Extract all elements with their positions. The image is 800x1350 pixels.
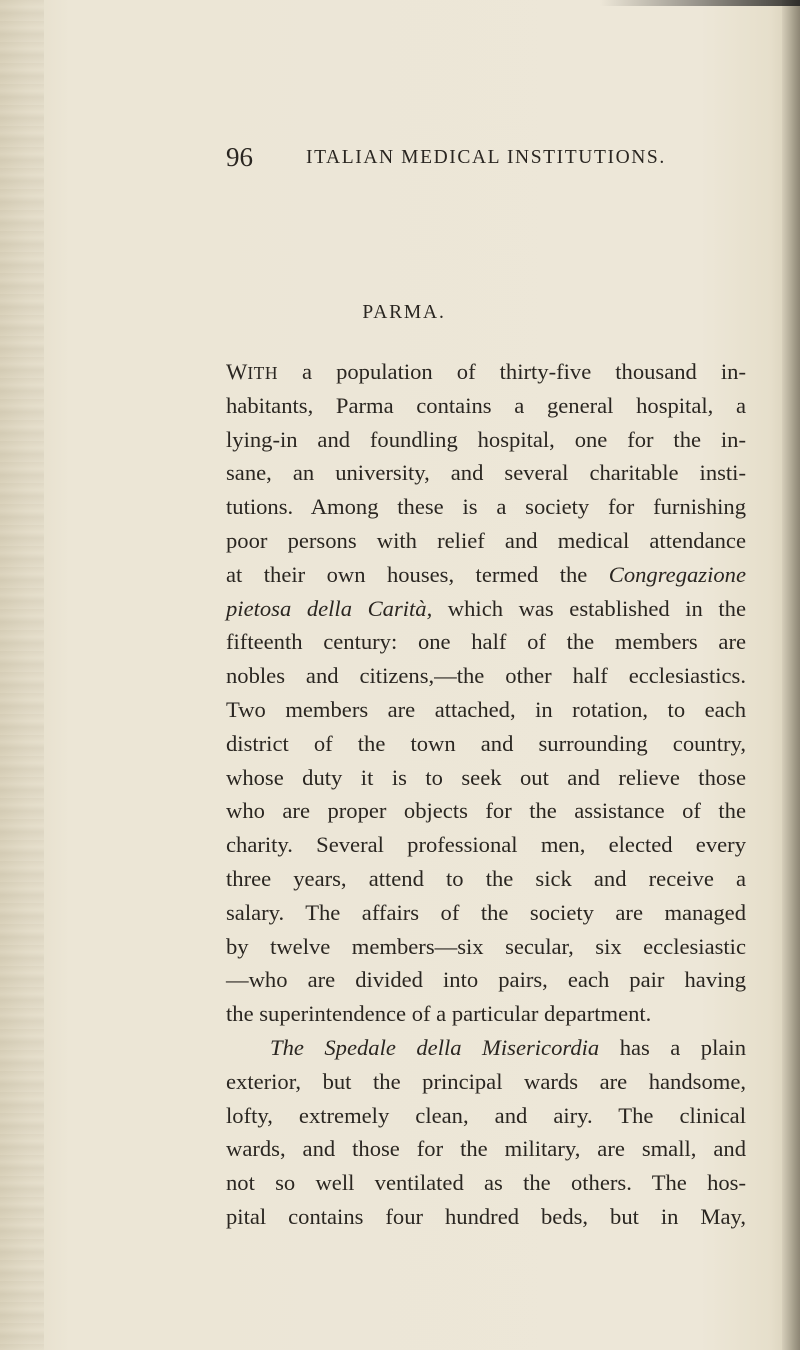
text-line: poor persons with relief and medical attendance	[226, 527, 746, 553]
page-edge-shadow	[782, 0, 800, 1350]
text-line: tutions. Among these is a society for furnishing	[226, 494, 746, 520]
page-number: 96	[226, 142, 253, 172]
text-line: who are proper objects for the assistance of the	[226, 798, 746, 824]
italic-term: pietosa della Carità,	[226, 595, 433, 621]
running-head: ITALIAN MEDICAL INSTITUTIONS.	[306, 147, 666, 168]
text-line: by twelve members—six secular, six ecclesiastic	[226, 933, 746, 959]
text-line	[226, 1031, 746, 1065]
body-text	[226, 355, 746, 1234]
text-line: —who are divided into pairs, each pair having	[226, 967, 746, 993]
text-line: whose duty it is to seek out and relieve those	[226, 764, 746, 790]
text-line: charity. Several professional men, elected every	[226, 832, 746, 858]
text-line: fifteenth century: one half of the members are	[226, 629, 746, 655]
text-line	[226, 355, 746, 389]
top-edge-shadow	[600, 0, 800, 6]
text-line: lying-in and foundling hospital, one for the in-	[226, 426, 746, 452]
text-line: exterior, but the principal wards are handsome,	[226, 1068, 746, 1094]
drop-word-initial: W	[226, 359, 248, 384]
text-line: sane, an university, and several charitable insti-	[226, 460, 746, 486]
text-line: Two members are attached, in rotation, to each	[226, 696, 746, 722]
text-line: pital contains four hundred beds, but in May,	[226, 1203, 746, 1229]
drop-word-smallcaps: ITH	[247, 363, 278, 383]
text-line: not so well ventilated as the others. The hos-	[226, 1170, 746, 1196]
text-line: three years, attend to the sick and receive a	[226, 865, 746, 891]
text-line	[226, 592, 746, 626]
page-gutter	[0, 0, 44, 1350]
text-line: habitants, Parma contains a general hospital, a	[226, 392, 746, 418]
line-text: at their own houses, termed the	[226, 561, 609, 587]
line-text: a population of thirty-five thousand in-	[277, 359, 746, 384]
text-line: the superintendence of a particular department.	[226, 1001, 652, 1027]
text-line: wards, and those for the military, are small, and	[226, 1136, 746, 1162]
text-line: nobles and citizens,—the other half ecclesiastics.	[226, 663, 746, 689]
text-line: district of the town and surrounding country,	[226, 730, 746, 756]
italic-term: The Spedale della Misericordia	[270, 1034, 600, 1060]
text-line: salary. The affairs of the society are managed	[226, 899, 746, 925]
line-text: which was established in the	[432, 595, 746, 621]
line-text: has a plain	[599, 1034, 746, 1060]
section-title: PARMA.	[362, 302, 446, 323]
text-line: lofty, extremely clean, and airy. The clinical	[226, 1102, 746, 1128]
italic-term: Congregazione	[608, 561, 746, 587]
text-line	[226, 558, 746, 592]
